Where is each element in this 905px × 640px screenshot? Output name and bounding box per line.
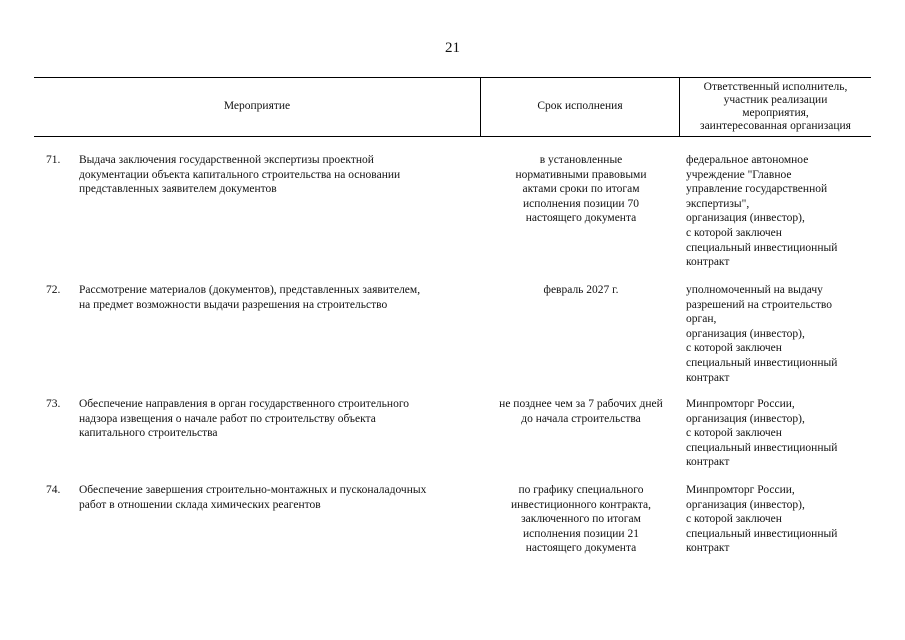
responsible-line: специальный инвестиционный: [686, 527, 838, 540]
responsible-line: контракт: [686, 371, 730, 384]
term-cell: [484, 397, 678, 426]
responsible-line: управление государственной: [686, 183, 828, 196]
term-line: инвестиционного контракта,: [510, 498, 652, 511]
row-number: 72.: [46, 284, 61, 296]
term-line: актами сроки по итогам: [522, 183, 640, 196]
term-line: в установленные: [539, 154, 623, 166]
term-cell: [484, 283, 678, 298]
responsible-line: контракт: [686, 256, 730, 269]
term-line: настоящего документа: [525, 212, 637, 225]
responsible-cell: [686, 153, 871, 270]
event-line: Рассмотрение материалов (документов), представленных заявителем,: [79, 284, 421, 296]
responsible-line: федеральное автономное: [686, 154, 809, 166]
responsible-line: специальный инвестиционный: [686, 356, 838, 369]
term-line: настоящего документа: [525, 542, 637, 555]
header-event: Мероприятие: [223, 100, 291, 112]
page-number: 21: [445, 40, 460, 56]
term-line: по графику специального: [518, 484, 644, 496]
event-line: надзора извещения о начале работ по строительству объекта: [79, 412, 376, 425]
responsible-line: с которой заключен: [686, 427, 782, 440]
responsible-line: контракт: [686, 542, 730, 555]
event-line: капитального строительства: [79, 427, 218, 440]
term-line: исполнения позиции 21: [523, 527, 639, 540]
term-line: до начала строительства: [521, 412, 641, 425]
responsible-line: специальный инвестиционный: [686, 441, 838, 454]
header-term: Срок исполнения: [537, 100, 623, 112]
header-responsible-line: участник реализации: [723, 93, 828, 106]
responsible-cell: [686, 397, 871, 470]
responsible-line: уполномоченный на выдачу: [686, 284, 823, 296]
responsible-line: орган,: [686, 313, 717, 326]
responsible-line: контракт: [686, 456, 730, 469]
event-line: Обеспечение направления в орган государственного строительного: [79, 398, 409, 410]
event-cell: [79, 153, 479, 197]
term-line: февраль 2027 г.: [543, 284, 619, 296]
term-line: исполнения позиции 70: [523, 197, 639, 210]
responsible-line: организация (инвестор),: [686, 212, 805, 225]
row-number: 74.: [46, 484, 61, 496]
responsible-line: учреждение "Главное: [686, 168, 792, 181]
header-responsible-line: мероприятия,: [742, 106, 809, 119]
event-cell: [79, 483, 479, 512]
row-number: 71.: [46, 154, 61, 166]
event-line: Обеспечение завершения строительно-монтажных и пусконаладочных: [79, 484, 427, 496]
term-cell: [484, 153, 678, 226]
responsible-line: с которой заключен: [686, 226, 782, 239]
responsible-line: разрешений на строительство: [686, 298, 832, 311]
responsible-line: Минпромторг России,: [686, 398, 795, 410]
header-responsible: [680, 77, 871, 136]
event-line: Выдача заключения государственной экспертизы проектной: [79, 154, 374, 166]
event-line: на предмет возможности выдачи разрешения на строительство: [79, 298, 388, 311]
term-line: нормативными правовыми: [515, 168, 647, 181]
responsible-line: специальный инвестиционный: [686, 241, 838, 254]
term-cell: [484, 483, 678, 556]
event-cell: [79, 283, 479, 312]
event-line: работ в отношении склада химических реагентов: [79, 498, 321, 511]
responsible-line: организация (инвестор),: [686, 412, 805, 425]
event-line: представленных заявителем документов: [79, 183, 277, 196]
header-responsible-line: заинтересованная организация: [700, 119, 851, 132]
responsible-line: экспертизы",: [686, 197, 750, 210]
term-line: не позднее чем за 7 рабочих дней: [499, 398, 663, 410]
header-bottom-rule: [34, 136, 871, 137]
responsible-cell: [686, 483, 871, 556]
responsible-line: с которой заключен: [686, 342, 782, 355]
responsible-line: с которой заключен: [686, 513, 782, 526]
header-responsible-line: Ответственный исполнитель,: [703, 80, 848, 93]
row-number: 73.: [46, 398, 61, 410]
responsible-line: Минпромторг России,: [686, 484, 795, 496]
responsible-line: организация (инвестор),: [686, 327, 805, 340]
event-cell: [79, 397, 479, 441]
responsible-line: организация (инвестор),: [686, 498, 805, 511]
event-line: документации объекта капитального строительства на основании: [79, 168, 401, 181]
term-line: заключенного по итогам: [521, 513, 641, 526]
responsible-cell: [686, 283, 871, 385]
